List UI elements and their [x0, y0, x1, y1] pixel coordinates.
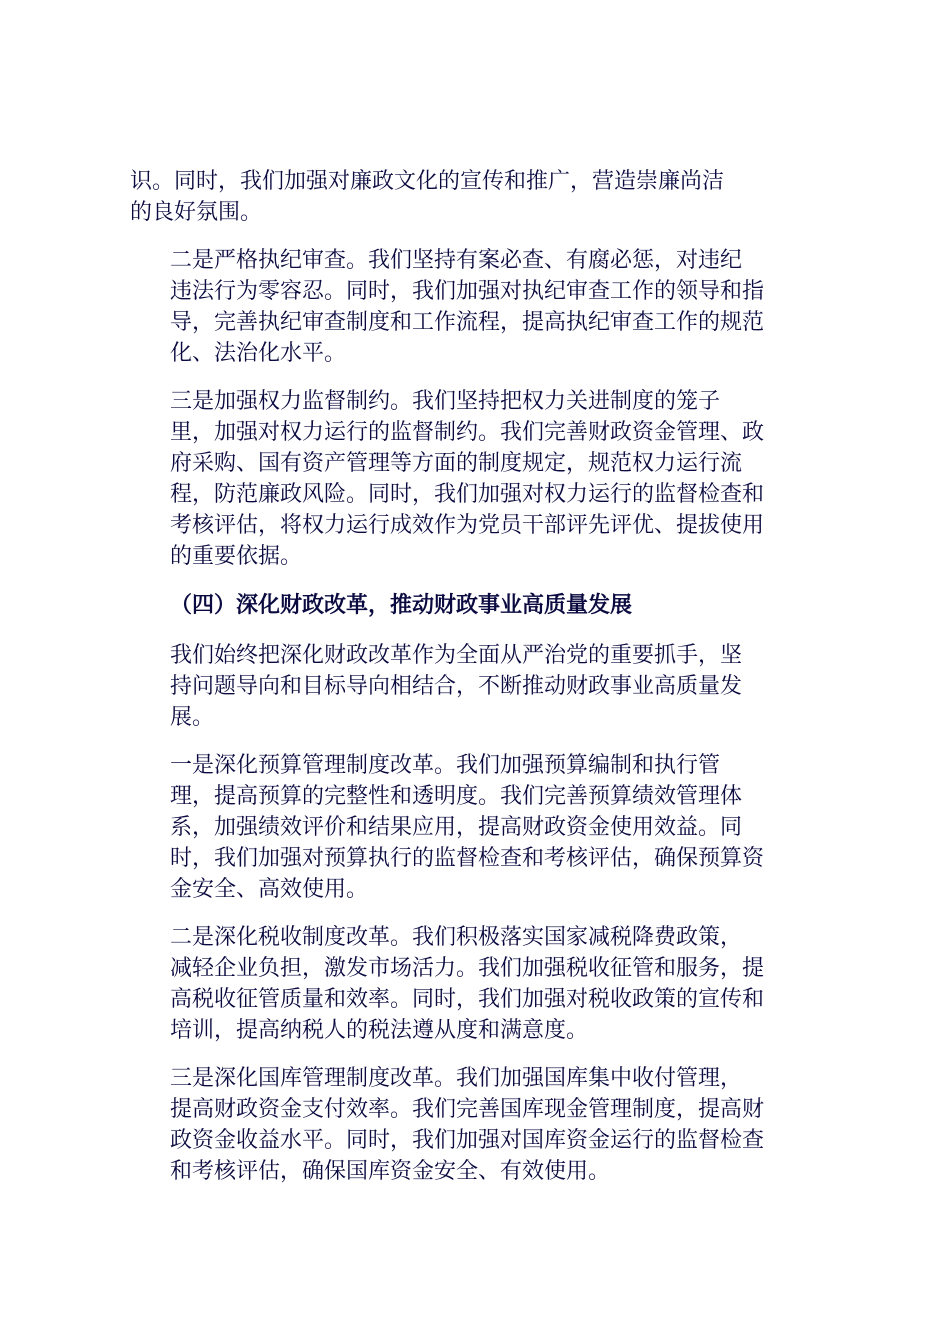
paragraph-reform-intro	[130, 640, 830, 733]
text-line: 三是加强权力监督制约。我们坚持把权力关进制度的笼子	[170, 389, 721, 414]
text-line: 三是深化国库管理制度改革。我们加强国库集中收付管理，	[170, 1066, 743, 1091]
text-line: 政资金收益水平。同时，我们加强对国库资金运行的监督检查	[170, 1128, 765, 1153]
heading-line: （四）深化财政改革，推动财政事业高质量发展	[170, 593, 633, 618]
section-heading	[130, 589, 830, 623]
text-line: 提高财政资金支付效率。我们完善国库现金管理制度，提高财	[170, 1097, 765, 1122]
paragraph-power-supervision	[130, 386, 830, 572]
text-line: 考核评估，将权力运行成效作为党员干部评先评优、提拔使用	[170, 513, 765, 538]
text-line: 系，加强绩效评价和结果应用，提高财政资金使用效益。同	[170, 815, 743, 840]
text-line: 的良好氛围。	[130, 200, 263, 225]
text-line: 理，提高预算的完整性和透明度。我们完善预算绩效管理体	[170, 784, 743, 809]
text-line: 我们始终把深化财政改革作为全面从严治党的重要抓手，坚	[170, 643, 743, 668]
text-line: 导，完善执纪审查制度和工作流程，提高执纪审查工作的规范	[170, 310, 765, 335]
text-line: 培训，提高纳税人的税法遵从度和满意度。	[170, 1018, 589, 1043]
paragraph-tax-reform	[130, 922, 830, 1046]
text-line: 减轻企业负担，激发市场活力。我们加强税收征管和服务，提	[170, 956, 765, 981]
paragraph-budget-reform	[130, 750, 830, 905]
text-line: 程，防范廉政风险。同时，我们加强对权力运行的监督检查和	[170, 482, 765, 507]
paragraph-treasury-reform	[130, 1063, 830, 1187]
text-line: 府采购、国有资产管理等方面的制度规定，规范权力运行流	[170, 451, 743, 476]
document-page	[130, 166, 830, 1204]
text-line: 识。同时，我们加强对廉政文化的宣传和推广，营造崇廉尚洁	[130, 169, 725, 194]
text-line: 高税收征管质量和效率。同时，我们加强对税收政策的宣传和	[170, 987, 765, 1012]
text-line: 时，我们加强对预算执行的监督检查和考核评估，确保预算资	[170, 846, 765, 871]
text-line: 金安全、高效使用。	[170, 877, 369, 902]
text-line: 一是深化预算管理制度改革。我们加强预算编制和执行管	[170, 753, 721, 778]
paragraph-strict-discipline-review	[130, 245, 830, 369]
text-line: 的重要依据。	[170, 544, 303, 569]
text-line: 展。	[170, 705, 215, 730]
text-line: 和考核评估，确保国库资金安全、有效使用。	[170, 1159, 611, 1184]
text-line: 违法行为零容忍。同时，我们加强对执纪审查工作的领导和指	[170, 279, 765, 304]
text-line: 里，加强对权力运行的监督制约。我们完善财政资金管理、政	[170, 420, 765, 445]
text-line: 持问题导向和目标导向相结合，不断推动财政事业高质量发	[170, 674, 743, 699]
paragraph-continued	[130, 166, 830, 228]
text-line: 二是严格执纪审查。我们坚持有案必查、有腐必惩，对违纪	[170, 248, 743, 273]
text-line: 化、法治化水平。	[170, 341, 347, 366]
text-line: 二是深化税收制度改革。我们积极落实国家减税降费政策，	[170, 925, 743, 950]
